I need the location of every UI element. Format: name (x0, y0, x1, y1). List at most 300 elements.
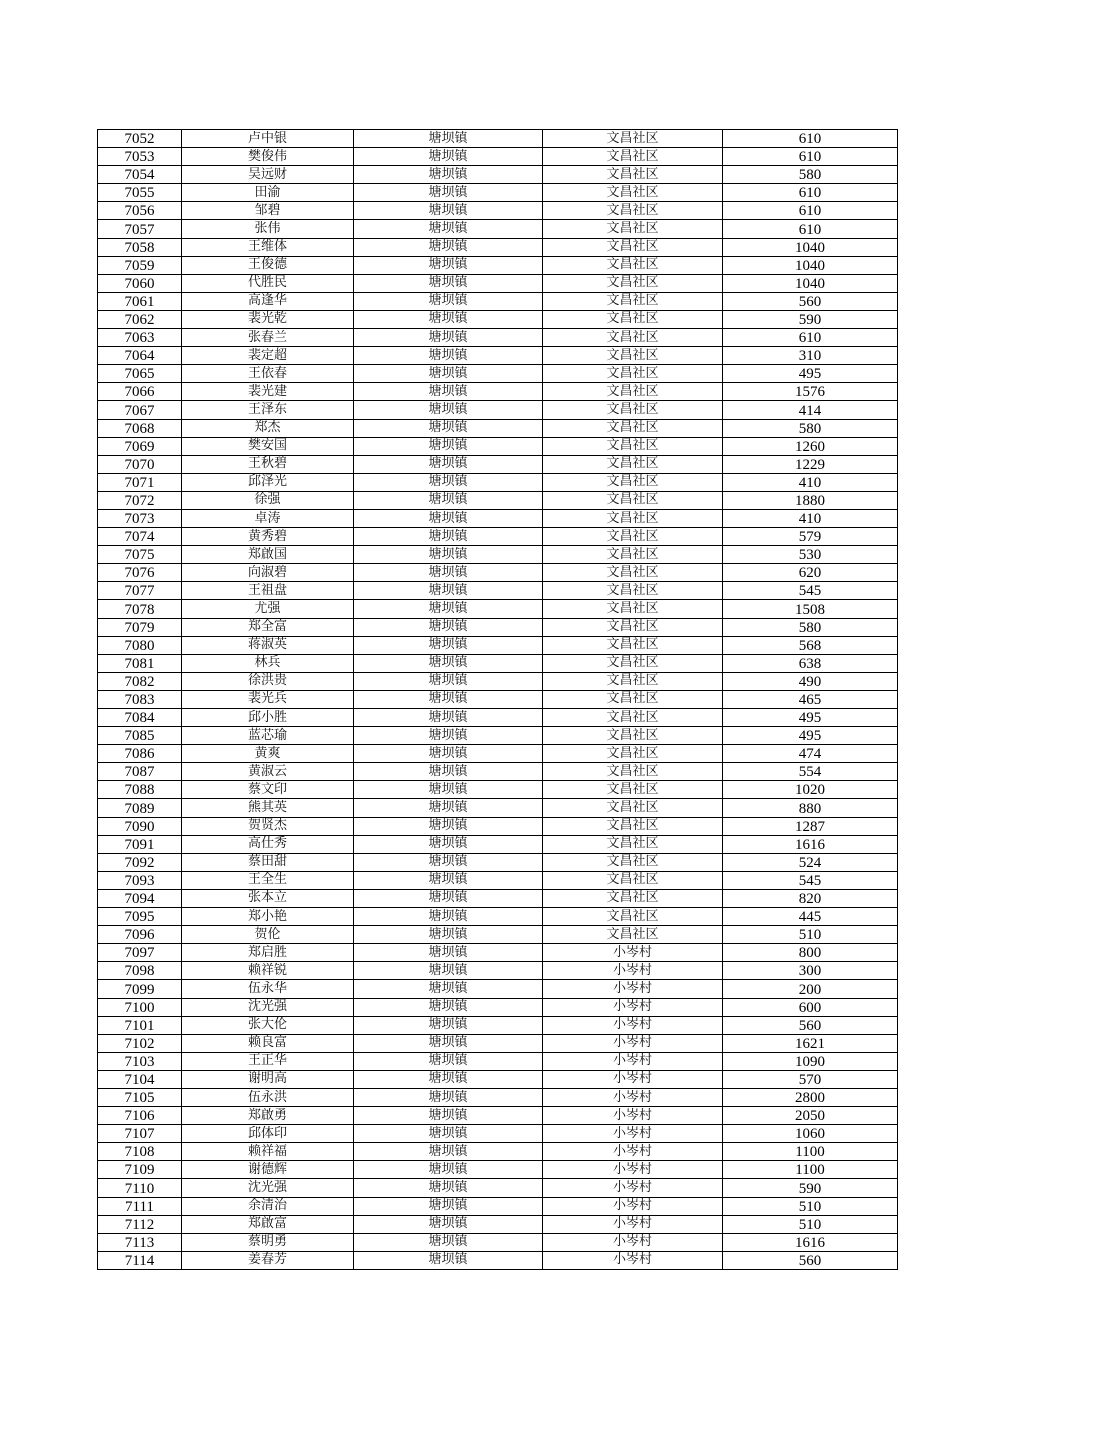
community-cell: 小岑村 (543, 998, 723, 1016)
row-number-cell: 7078 (98, 600, 182, 618)
town-cell: 塘坝镇 (354, 1052, 543, 1070)
row-number-cell: 7114 (98, 1251, 182, 1269)
community-cell: 小岑村 (543, 1034, 723, 1052)
community-cell: 文昌社区 (543, 509, 723, 527)
row-number-cell: 7064 (98, 347, 182, 365)
community-cell: 文昌社区 (543, 709, 723, 727)
community-cell: 小岑村 (543, 1070, 723, 1088)
table-row (98, 401, 898, 419)
amount-cell: 1621 (723, 1034, 898, 1052)
community-cell: 文昌社区 (543, 908, 723, 926)
name-cell: 卓涛 (182, 509, 354, 527)
community-cell: 文昌社区 (543, 745, 723, 763)
table-row (98, 274, 898, 292)
row-number-cell: 7106 (98, 1107, 182, 1125)
amount-cell: 1880 (723, 491, 898, 509)
amount-cell: 1040 (723, 274, 898, 292)
name-cell: 赖祥福 (182, 1143, 354, 1161)
row-number-cell: 7066 (98, 383, 182, 401)
town-cell: 塘坝镇 (354, 1161, 543, 1179)
community-cell: 文昌社区 (543, 130, 723, 148)
name-cell: 裴光建 (182, 383, 354, 401)
community-cell: 小岑村 (543, 1197, 723, 1215)
name-cell: 王依春 (182, 365, 354, 383)
row-number-cell: 7060 (98, 274, 182, 292)
community-cell: 文昌社区 (543, 256, 723, 274)
name-cell: 熊其英 (182, 799, 354, 817)
row-number-cell: 7058 (98, 238, 182, 256)
table-row (98, 528, 898, 546)
community-cell: 文昌社区 (543, 853, 723, 871)
town-cell: 塘坝镇 (354, 944, 543, 962)
name-cell: 郑啟国 (182, 546, 354, 564)
row-number-cell: 7107 (98, 1125, 182, 1143)
table-row (98, 1107, 898, 1125)
name-cell: 郑杰 (182, 419, 354, 437)
row-number-cell: 7062 (98, 310, 182, 328)
table-row (98, 148, 898, 166)
name-cell: 高逢华 (182, 292, 354, 310)
name-cell: 郑启胜 (182, 944, 354, 962)
row-number-cell: 7097 (98, 944, 182, 962)
town-cell: 塘坝镇 (354, 600, 543, 618)
row-number-cell: 7105 (98, 1088, 182, 1106)
row-number-cell: 7096 (98, 926, 182, 944)
name-cell: 王正华 (182, 1052, 354, 1070)
amount-cell: 610 (723, 184, 898, 202)
name-cell: 卢中银 (182, 130, 354, 148)
town-cell: 塘坝镇 (354, 709, 543, 727)
name-cell: 伍永洪 (182, 1088, 354, 1106)
amount-cell: 490 (723, 672, 898, 690)
amount-cell: 300 (723, 962, 898, 980)
table-row (98, 835, 898, 853)
town-cell: 塘坝镇 (354, 455, 543, 473)
table-row (98, 853, 898, 871)
amount-cell: 410 (723, 509, 898, 527)
name-cell: 张春兰 (182, 329, 354, 347)
community-cell: 文昌社区 (543, 383, 723, 401)
table-row (98, 1070, 898, 1088)
row-number-cell: 7063 (98, 329, 182, 347)
town-cell: 塘坝镇 (354, 672, 543, 690)
town-cell: 塘坝镇 (354, 473, 543, 491)
community-cell: 文昌社区 (543, 166, 723, 184)
amount-cell: 580 (723, 166, 898, 184)
name-cell: 姜春芳 (182, 1251, 354, 1269)
table-row (98, 745, 898, 763)
name-cell: 吴远财 (182, 166, 354, 184)
town-cell: 塘坝镇 (354, 1016, 543, 1034)
town-cell: 塘坝镇 (354, 256, 543, 274)
name-cell: 黄爽 (182, 745, 354, 763)
table-row (98, 1088, 898, 1106)
name-cell: 郑小艳 (182, 908, 354, 926)
community-cell: 文昌社区 (543, 528, 723, 546)
row-number-cell: 7054 (98, 166, 182, 184)
amount-cell: 1020 (723, 781, 898, 799)
row-number-cell: 7099 (98, 980, 182, 998)
name-cell: 郑全富 (182, 618, 354, 636)
name-cell: 蒋淑英 (182, 636, 354, 654)
amount-cell: 465 (723, 690, 898, 708)
name-cell: 蔡田甜 (182, 853, 354, 871)
town-cell: 塘坝镇 (354, 1088, 543, 1106)
name-cell: 赖祥锐 (182, 962, 354, 980)
table-row (98, 871, 898, 889)
community-cell: 文昌社区 (543, 690, 723, 708)
row-number-cell: 7104 (98, 1070, 182, 1088)
town-cell: 塘坝镇 (354, 636, 543, 654)
town-cell: 塘坝镇 (354, 1125, 543, 1143)
community-cell: 文昌社区 (543, 310, 723, 328)
row-number-cell: 7083 (98, 690, 182, 708)
table-row (98, 238, 898, 256)
name-cell: 邱体印 (182, 1125, 354, 1143)
table-row (98, 365, 898, 383)
table-row (98, 1179, 898, 1197)
row-number-cell: 7095 (98, 908, 182, 926)
table-row (98, 817, 898, 835)
row-number-cell: 7100 (98, 998, 182, 1016)
town-cell: 塘坝镇 (354, 1034, 543, 1052)
table-row (98, 799, 898, 817)
table-row (98, 709, 898, 727)
name-cell: 王泽东 (182, 401, 354, 419)
data-table (97, 129, 898, 1270)
name-cell: 蔡文印 (182, 781, 354, 799)
town-cell: 塘坝镇 (354, 980, 543, 998)
community-cell: 文昌社区 (543, 871, 723, 889)
town-cell: 塘坝镇 (354, 130, 543, 148)
name-cell: 王秋碧 (182, 455, 354, 473)
row-number-cell: 7084 (98, 709, 182, 727)
name-cell: 张伟 (182, 220, 354, 238)
amount-cell: 545 (723, 582, 898, 600)
table-row (98, 329, 898, 347)
table-row (98, 962, 898, 980)
table-row (98, 672, 898, 690)
row-number-cell: 7094 (98, 889, 182, 907)
community-cell: 文昌社区 (543, 347, 723, 365)
town-cell: 塘坝镇 (354, 1233, 543, 1251)
row-number-cell: 7086 (98, 745, 182, 763)
town-cell: 塘坝镇 (354, 582, 543, 600)
community-cell: 文昌社区 (543, 292, 723, 310)
row-number-cell: 7076 (98, 564, 182, 582)
name-cell: 蔡明勇 (182, 1233, 354, 1251)
town-cell: 塘坝镇 (354, 329, 543, 347)
name-cell: 沈光强 (182, 998, 354, 1016)
table-row (98, 998, 898, 1016)
table-row (98, 926, 898, 944)
town-cell: 塘坝镇 (354, 292, 543, 310)
community-cell: 小岑村 (543, 1215, 723, 1233)
name-cell: 谢德辉 (182, 1161, 354, 1179)
row-number-cell: 7053 (98, 148, 182, 166)
name-cell: 裴光乾 (182, 310, 354, 328)
table-row (98, 600, 898, 618)
community-cell: 文昌社区 (543, 437, 723, 455)
community-cell: 文昌社区 (543, 365, 723, 383)
community-cell: 文昌社区 (543, 636, 723, 654)
community-cell: 小岑村 (543, 1161, 723, 1179)
town-cell: 塘坝镇 (354, 437, 543, 455)
amount-cell: 495 (723, 365, 898, 383)
community-cell: 小岑村 (543, 962, 723, 980)
town-cell: 塘坝镇 (354, 491, 543, 509)
table-row (98, 347, 898, 365)
community-cell: 小岑村 (543, 1233, 723, 1251)
name-cell: 黄秀碧 (182, 528, 354, 546)
town-cell: 塘坝镇 (354, 889, 543, 907)
community-cell: 文昌社区 (543, 835, 723, 853)
town-cell: 塘坝镇 (354, 184, 543, 202)
row-number-cell: 7113 (98, 1233, 182, 1251)
amount-cell: 545 (723, 871, 898, 889)
name-cell: 尤强 (182, 600, 354, 618)
town-cell: 塘坝镇 (354, 148, 543, 166)
row-number-cell: 7065 (98, 365, 182, 383)
name-cell: 邹碧 (182, 202, 354, 220)
name-cell: 徐强 (182, 491, 354, 509)
table-row (98, 1161, 898, 1179)
row-number-cell: 7101 (98, 1016, 182, 1034)
town-cell: 塘坝镇 (354, 835, 543, 853)
table-row (98, 781, 898, 799)
amount-cell: 495 (723, 727, 898, 745)
table-row (98, 1125, 898, 1143)
table-row (98, 202, 898, 220)
town-cell: 塘坝镇 (354, 564, 543, 582)
town-cell: 塘坝镇 (354, 654, 543, 672)
amount-cell: 560 (723, 1016, 898, 1034)
row-number-cell: 7067 (98, 401, 182, 419)
name-cell: 王维体 (182, 238, 354, 256)
table-row (98, 1251, 898, 1269)
row-number-cell: 7089 (98, 799, 182, 817)
name-cell: 贺伦 (182, 926, 354, 944)
name-cell: 黄淑云 (182, 763, 354, 781)
row-number-cell: 7092 (98, 853, 182, 871)
name-cell: 郑啟富 (182, 1215, 354, 1233)
amount-cell: 495 (723, 709, 898, 727)
community-cell: 小岑村 (543, 1107, 723, 1125)
amount-cell: 590 (723, 1179, 898, 1197)
table-row (98, 636, 898, 654)
amount-cell: 560 (723, 1251, 898, 1269)
town-cell: 塘坝镇 (354, 799, 543, 817)
amount-cell: 1616 (723, 835, 898, 853)
table-row (98, 437, 898, 455)
town-cell: 塘坝镇 (354, 202, 543, 220)
row-number-cell: 7093 (98, 871, 182, 889)
table-row (98, 130, 898, 148)
community-cell: 文昌社区 (543, 727, 723, 745)
name-cell: 邱泽光 (182, 473, 354, 491)
amount-cell: 610 (723, 148, 898, 166)
name-cell: 向淑碧 (182, 564, 354, 582)
row-number-cell: 7081 (98, 654, 182, 672)
row-number-cell: 7052 (98, 130, 182, 148)
name-cell: 樊俊伟 (182, 148, 354, 166)
town-cell: 塘坝镇 (354, 817, 543, 835)
table-row (98, 184, 898, 202)
row-number-cell: 7074 (98, 528, 182, 546)
town-cell: 塘坝镇 (354, 962, 543, 980)
amount-cell: 580 (723, 618, 898, 636)
row-number-cell: 7112 (98, 1215, 182, 1233)
community-cell: 文昌社区 (543, 148, 723, 166)
community-cell: 小岑村 (543, 1016, 723, 1034)
town-cell: 塘坝镇 (354, 365, 543, 383)
amount-cell: 620 (723, 564, 898, 582)
town-cell: 塘坝镇 (354, 727, 543, 745)
amount-cell: 590 (723, 310, 898, 328)
town-cell: 塘坝镇 (354, 383, 543, 401)
amount-cell: 610 (723, 202, 898, 220)
name-cell: 张本立 (182, 889, 354, 907)
table-row (98, 980, 898, 998)
town-cell: 塘坝镇 (354, 1143, 543, 1161)
amount-cell: 1287 (723, 817, 898, 835)
community-cell: 文昌社区 (543, 672, 723, 690)
row-number-cell: 7079 (98, 618, 182, 636)
table-row (98, 546, 898, 564)
community-cell: 文昌社区 (543, 220, 723, 238)
town-cell: 塘坝镇 (354, 1070, 543, 1088)
amount-cell: 524 (723, 853, 898, 871)
table-row (98, 889, 898, 907)
amount-cell: 610 (723, 130, 898, 148)
community-cell: 小岑村 (543, 1143, 723, 1161)
amount-cell: 1040 (723, 256, 898, 274)
row-number-cell: 7088 (98, 781, 182, 799)
town-cell: 塘坝镇 (354, 908, 543, 926)
amount-cell: 1090 (723, 1052, 898, 1070)
amount-cell: 1616 (723, 1233, 898, 1251)
community-cell: 小岑村 (543, 1125, 723, 1143)
town-cell: 塘坝镇 (354, 763, 543, 781)
community-cell: 文昌社区 (543, 238, 723, 256)
table-row (98, 763, 898, 781)
row-number-cell: 7082 (98, 672, 182, 690)
row-number-cell: 7102 (98, 1034, 182, 1052)
amount-cell: 1260 (723, 437, 898, 455)
community-cell: 小岑村 (543, 980, 723, 998)
table-row (98, 1016, 898, 1034)
town-cell: 塘坝镇 (354, 998, 543, 1016)
community-cell: 文昌社区 (543, 491, 723, 509)
row-number-cell: 7073 (98, 509, 182, 527)
town-cell: 塘坝镇 (354, 238, 543, 256)
community-cell: 文昌社区 (543, 329, 723, 347)
amount-cell: 310 (723, 347, 898, 365)
community-cell: 文昌社区 (543, 202, 723, 220)
table-row (98, 654, 898, 672)
row-number-cell: 7109 (98, 1161, 182, 1179)
amount-cell: 445 (723, 908, 898, 926)
amount-cell: 2050 (723, 1107, 898, 1125)
town-cell: 塘坝镇 (354, 1251, 543, 1269)
community-cell: 文昌社区 (543, 274, 723, 292)
amount-cell: 510 (723, 1197, 898, 1215)
community-cell: 文昌社区 (543, 564, 723, 582)
table-row (98, 727, 898, 745)
community-cell: 小岑村 (543, 1052, 723, 1070)
community-cell: 文昌社区 (543, 817, 723, 835)
amount-cell: 560 (723, 292, 898, 310)
community-cell: 文昌社区 (543, 799, 723, 817)
table-row (98, 944, 898, 962)
row-number-cell: 7071 (98, 473, 182, 491)
town-cell: 塘坝镇 (354, 546, 543, 564)
row-number-cell: 7103 (98, 1052, 182, 1070)
amount-cell: 820 (723, 889, 898, 907)
town-cell: 塘坝镇 (354, 618, 543, 636)
town-cell: 塘坝镇 (354, 528, 543, 546)
town-cell: 塘坝镇 (354, 781, 543, 799)
table-row (98, 220, 898, 238)
amount-cell: 1100 (723, 1143, 898, 1161)
town-cell: 塘坝镇 (354, 1179, 543, 1197)
name-cell: 蓝芯瑜 (182, 727, 354, 745)
name-cell: 张大伦 (182, 1016, 354, 1034)
name-cell: 裴光兵 (182, 690, 354, 708)
community-cell: 文昌社区 (543, 582, 723, 600)
table-row (98, 1233, 898, 1251)
town-cell: 塘坝镇 (354, 401, 543, 419)
row-number-cell: 7091 (98, 835, 182, 853)
amount-cell: 1576 (723, 383, 898, 401)
row-number-cell: 7070 (98, 455, 182, 473)
community-cell: 文昌社区 (543, 184, 723, 202)
row-number-cell: 7077 (98, 582, 182, 600)
town-cell: 塘坝镇 (354, 1215, 543, 1233)
name-cell: 徐洪贵 (182, 672, 354, 690)
town-cell: 塘坝镇 (354, 1197, 543, 1215)
table-row (98, 618, 898, 636)
amount-cell: 554 (723, 763, 898, 781)
table-row (98, 1197, 898, 1215)
community-cell: 小岑村 (543, 1251, 723, 1269)
row-number-cell: 7059 (98, 256, 182, 274)
name-cell: 邱小胜 (182, 709, 354, 727)
table-row (98, 1052, 898, 1070)
table-row (98, 1143, 898, 1161)
community-cell: 文昌社区 (543, 781, 723, 799)
town-cell: 塘坝镇 (354, 347, 543, 365)
amount-cell: 568 (723, 636, 898, 654)
row-number-cell: 7069 (98, 437, 182, 455)
row-number-cell: 7111 (98, 1197, 182, 1215)
amount-cell: 800 (723, 944, 898, 962)
community-cell: 小岑村 (543, 1088, 723, 1106)
amount-cell: 474 (723, 745, 898, 763)
table-row (98, 690, 898, 708)
town-cell: 塘坝镇 (354, 220, 543, 238)
table-row (98, 582, 898, 600)
community-cell: 文昌社区 (543, 618, 723, 636)
community-cell: 文昌社区 (543, 473, 723, 491)
amount-cell: 510 (723, 1215, 898, 1233)
town-cell: 塘坝镇 (354, 419, 543, 437)
table-row (98, 455, 898, 473)
name-cell: 赖良富 (182, 1034, 354, 1052)
table-row (98, 908, 898, 926)
row-number-cell: 7087 (98, 763, 182, 781)
table-row (98, 473, 898, 491)
